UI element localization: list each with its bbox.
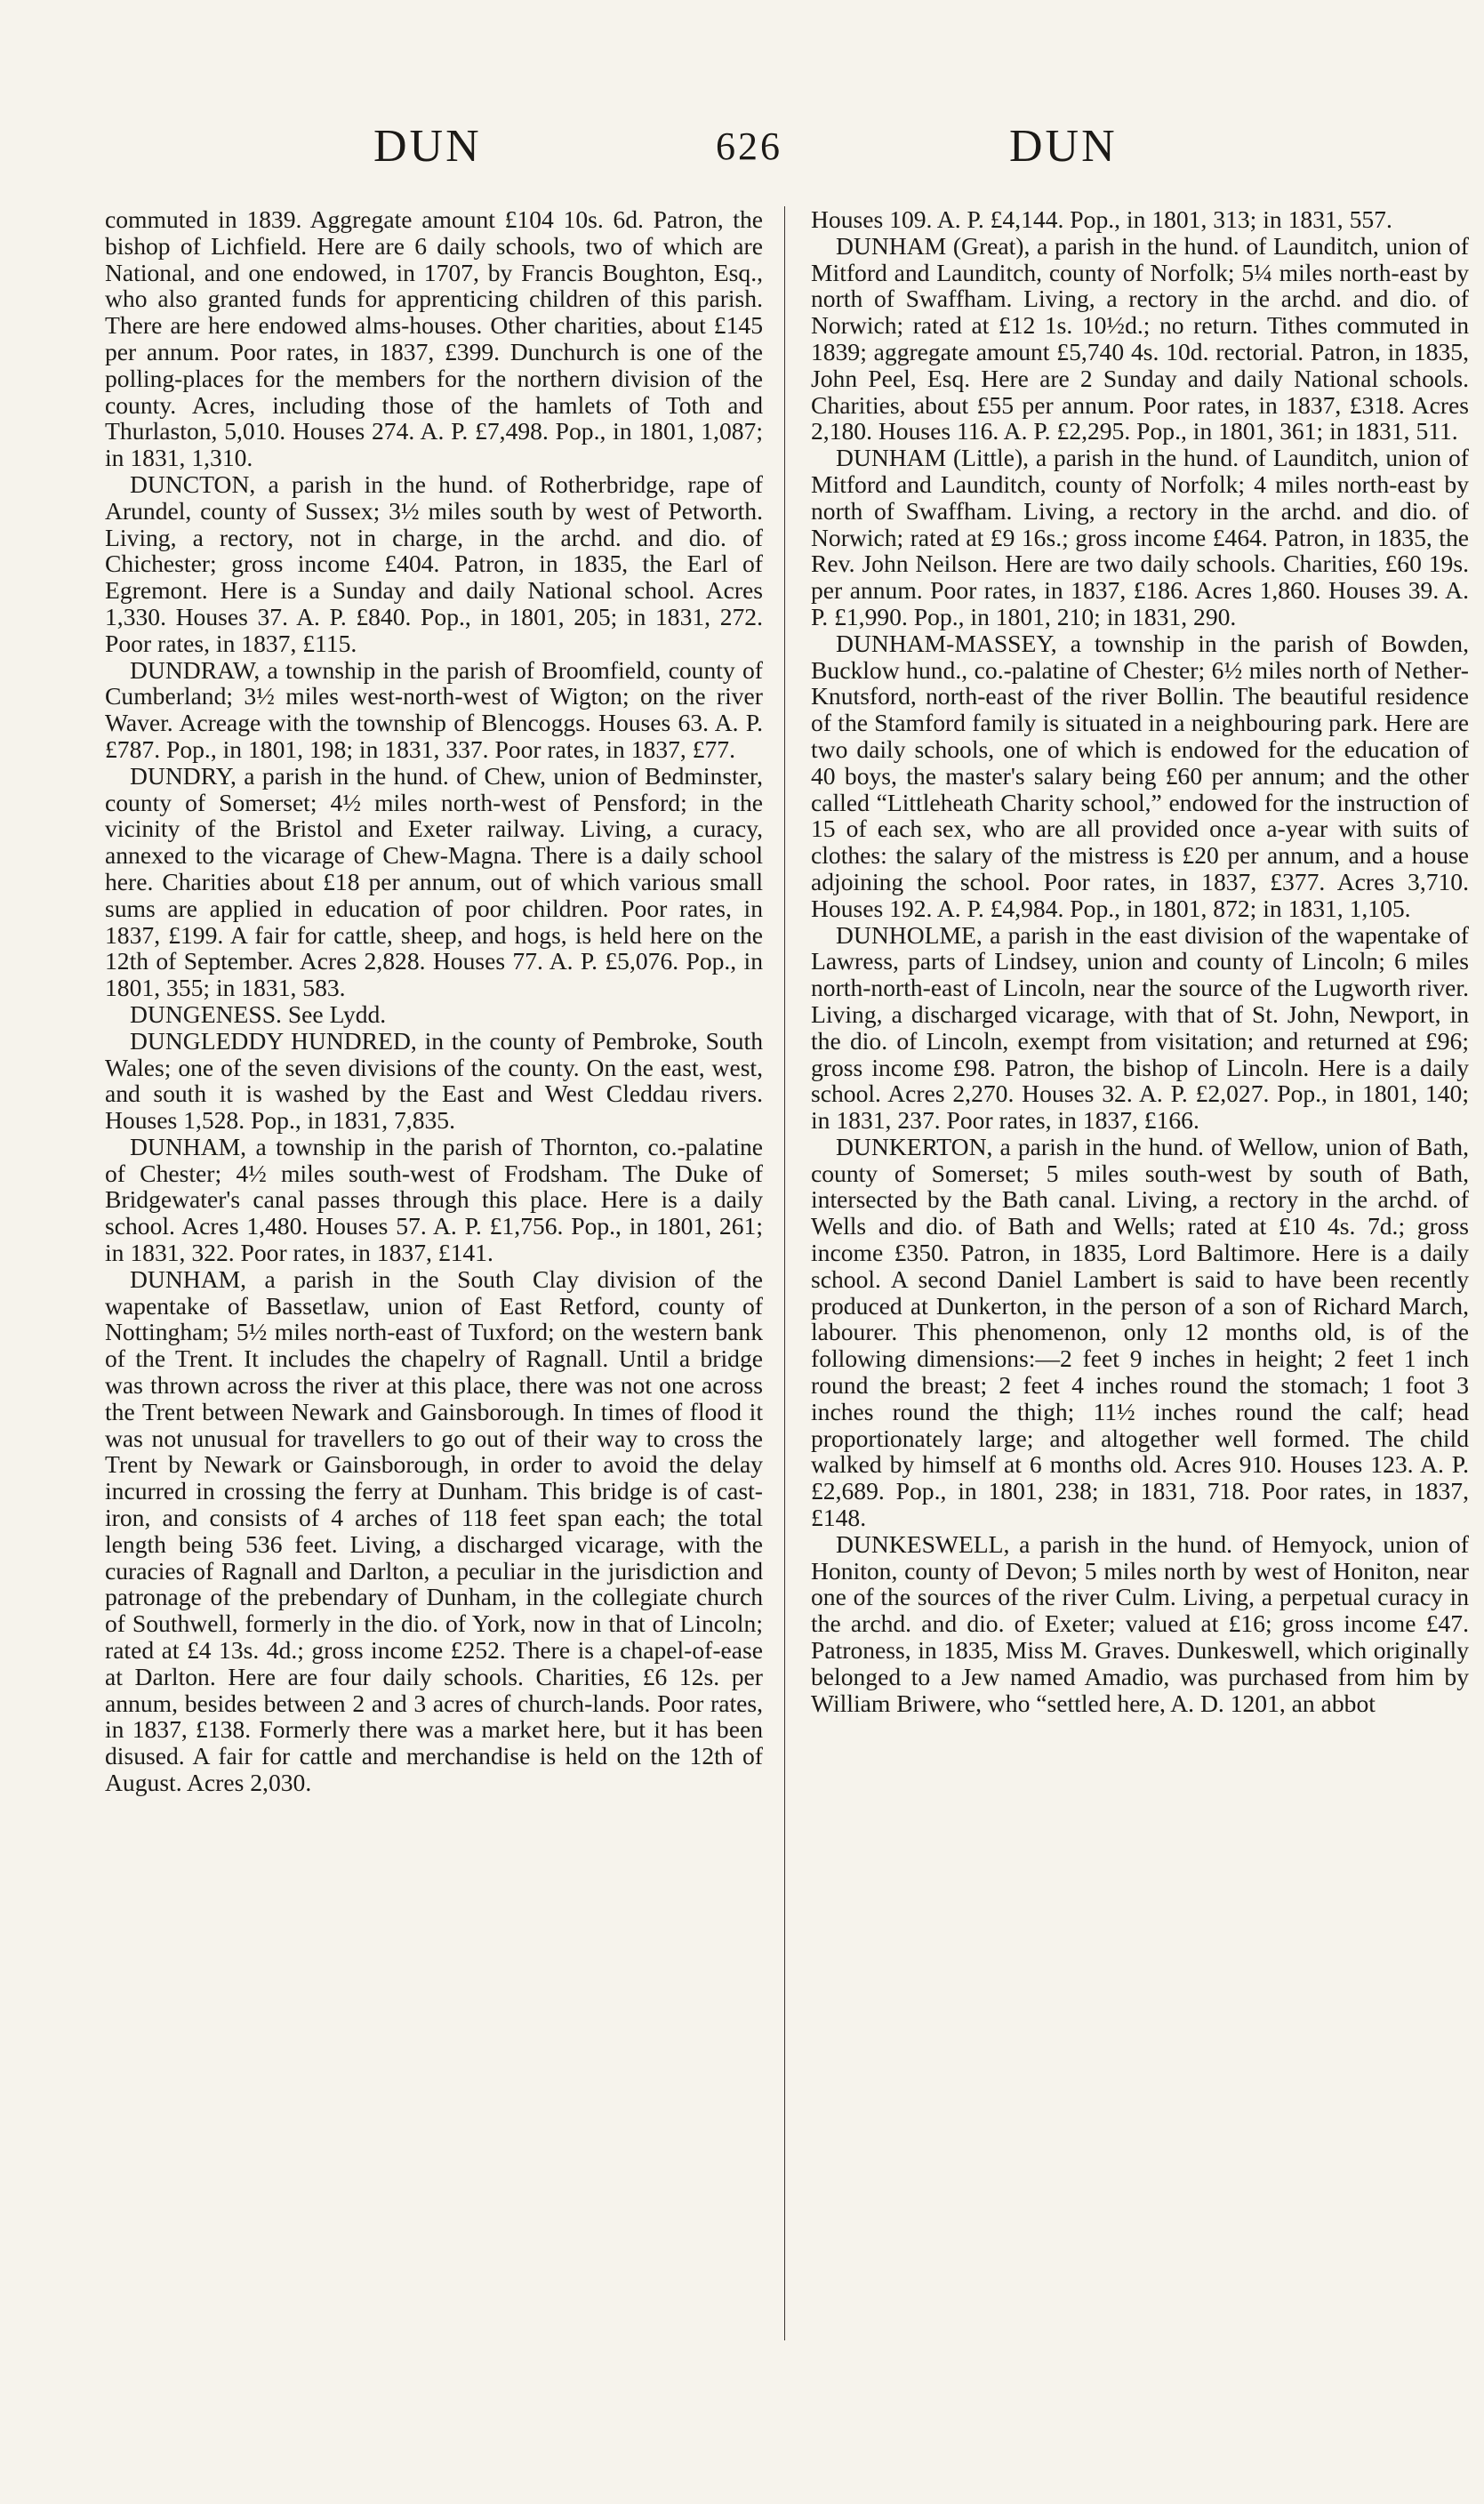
right-column xyxy=(811,206,1469,1716)
entry-paragraph: Houses 109. A. P. £4,144. Pop., in 1801, 313; in 1831, 557. xyxy=(811,205,1392,233)
entry-paragraph: DUNGENESS. See Lydd. xyxy=(130,999,387,1028)
entry-paragraph: DUNDRY, a parish in the hund. of Chew, union of Bedminster, county of Somerset; 4½ miles north-west of Pensford; in the vicinity of the Bristol and Exeter railway. Living, a curacy, annexed to the vicarage of Chew-Magna. There is a daily school here. Charities about £18 per annum, out of which various small sums are applied in education of poor children. Poor rates, in 1837, £199. A fair for cattle, sheep, and hogs, is held here on the 12th of September. Acres 2,828. Houses 77. A. P. £5,076. Pop., in 1801, 355; in 1831, 583. xyxy=(105,761,763,1002)
entry-paragraph: DUNHAM-MASSEY, a township in the parish of Bowden, Bucklow hund., co.-palatine of Chester; 6½ miles north of Nether-Knutsford, north-east of the river Bollin. The beautiful residence of the Stamford family is situated in a neighbouring park. Here are two daily schools, one of which is endowed for the education of 40 boys, the master's salary being £60 per annum; and the other called “Littleheath Charity school,” endowed for the instruction of 15 of each sex, who are all provided once a-year with suits of clothes: the salary of the mistress is £20 per annum, and a house adjoining the school. Poor rates, in 1837, £377. Acres 3,710. Houses 192. A. P. £4,984. Pop., in 1801, 872; in 1831, 1,105. xyxy=(811,629,1469,922)
entry-paragraph: DUNHAM (Great), a parish in the hund. of Launditch, union of Mitford and Launditch, county of Norfolk; 5¼ miles north-east by north of Swaffham. Living, a rectory in the archd. and dio. of Norwich; rated at £12 1s. 10½d.; no return. Tithes commuted in 1839; aggregate amount £5,740 4s. 10d. rectorial. Patron, in 1835, John Peel, Esq. Here are 2 Sunday and daily National schools. Charities, about £55 per annum. Poor rates, in 1837, £318. Acres 2,180. Houses 116. A. P. £2,295. Pop., in 1801, 361; in 1831, 511. xyxy=(811,231,1469,445)
header-left-word: DUN xyxy=(373,121,482,172)
entry-paragraph: DUNKESWELL, a parish in the hund. of Hemyock, union of Honiton, county of Devon; 5 miles north by west of Honiton, near one of the sources of the river Culm. Living, a perpetual curacy in the archd. and dio. of Exeter; valued at £16; gross income £47. Patroness, in 1835, Miss M. Graves. Dunkeswell, which originally belonged to a Jew named Amadio, was purchased from him by William Briwere, who “settled here, A. D. 1201, an abbot xyxy=(811,1529,1469,1717)
entry-paragraph: DUNHAM, a parish in the South Clay division of the wapentake of Bassetlaw, union of East Retford, county of Nottingham; 5½ miles north-east of Tuxford; on the western bank of the Trent. It includes the chapelry of Ragnall. Until a bridge was thrown across the river at this place, there was not one across the Trent between Newark and Gainsborough. In times of flood it was not unusual for travellers to go out of their way to cross the Trent by Newark or Gainsborough, in order to avoid the delay incurred in crossing the ferry at Dunham. This bridge is of cast-iron, and consists of 4 arches of 118 feet span each; the total length being 536 feet. Living, a discharged vicarage, with the curacies of Ragnall and Darlton, a peculiar in the jurisdiction and patronage of the prebendary of Dunham, in the collegiate church of Southwell, formerly in the dio. of York, now in that of Lincoln; rated at £4 13s. 4d.; gross income £252. There is a chapel-of-ease at Darlton. Here are four daily schools. Charities, £6 12s. per annum, besides between 2 and 3 acres of church-lands. Poor rates, in 1837, £138. Formerly there was a market here, but it has been disused. A fair for cattle and merchandise is held on the 12th of August. Acres 2,030. xyxy=(105,1264,763,1797)
left-column xyxy=(105,206,763,1796)
entry-paragraph: DUNGLEDDY HUNDRED, in the county of Pembroke, South Wales; one of the seven divisions of the county. On the east, west, and south it is washed by the East and West Cleddau rivers. Houses 1,528. Pop., in 1831, 7,835. xyxy=(105,1026,763,1135)
entry-paragraph: DUNHAM, a township in the parish of Thornton, co.-palatine of Chester; 4½ miles south-west of Frodsham. The Duke of Bridgewater's canal passes through this place. Here is a daily school. Acres 1,480. Houses 57. A. P. £1,756. Pop., in 1801, 261; in 1831, 322. Poor rates, in 1837, £141. xyxy=(105,1132,763,1267)
column-divider xyxy=(784,206,785,2340)
entry-paragraph: DUNCTON, a parish in the hund. of Rotherbridge, rape of Arundel, county of Sussex; 3½ miles south by west of Petworth. Living, a rectory, not in charge, in the archd. and dio. of Chichester; gross income £404. Patron, in 1835, the Earl of Egremont. Here is a Sunday and daily National school. Acres 1,330. Houses 37. A. P. £840. Pop., in 1801, 205; in 1831, 272. Poor rates, in 1837, £115. xyxy=(105,470,763,657)
entry-paragraph: DUNHOLME, a parish in the east division of the wapentake of Lawress, parts of Lindsey, union and county of Lincoln; 6 miles north-north-east of Lincoln, near the source of the Lugworth river. Living, a discharged vicarage, with that of St. John, Newport, in the dio. of Lincoln, exempt from visitation; and returned at £96; gross income £98. Patron, the bishop of Lincoln. Here is a daily school. Acres 2,270. Houses 32. A. P. £2,027. Pop., in 1801, 140; in 1831, 237. Poor rates, in 1837, £166. xyxy=(811,920,1469,1135)
entry-paragraph: commuted in 1839. Aggregate amount £104 10s. 6d. Patron, the bishop of Lichfield. Here are 6 daily schools, two of which are National, and one endowed, in 1707, by Francis Boughton, Esq., who also granted funds for apprenticing children of this parish. There are here endowed alms-houses. Other charities, about £145 per annum. Poor rates, in 1837, £399. Dunchurch is one of the polling-places for the members for the northern division of the county. Acres, including those of the hamlets of Toth and Thurlaston, 5,010. Houses 274. A. P. £7,498. Pop., in 1801, 1,087; in 1831, 1,310. xyxy=(105,205,763,472)
running-header xyxy=(0,116,1484,178)
page-number: 626 xyxy=(716,124,782,168)
entry-paragraph: DUNKERTON, a parish in the hund. of Wellow, union of Bath, county of Somerset; 5 miles south-west by south of Bath, intersected by the Bath canal. Living, a rectory in the archd. of Wells and dio. of Bath and Wells; rated at £10 4s. 7d.; gross income £350. Patron, in 1835, Lord Baltimore. Here is a daily school. A second Daniel Lambert is said to have been recently produced at Dunkerton, in the person of a son of Richard March, labourer. This phenomenon, only 12 months old, is of the following dimensions:—2 feet 9 inches in height; 2 feet 1 inch round the breast; 2 feet 4 inches round the stomach; 1 foot 3 inches round the thigh; 11½ inches round the calf; head proportionately large; and altogether well formed. The child walked by himself at 6 months old. Acres 910. Houses 123. A. P. £2,689. Pop., in 1801, 238; in 1831, 718. Poor rates, in 1837, £148. xyxy=(811,1132,1469,1532)
entry-paragraph: DUNHAM (Little), a parish in the hund. of Launditch, union of Mitford and Launditch, county of Norfolk; 4 miles north-east by north of Swaffham. Living, a rectory in the archd. and dio. of Norwich; rated at £9 16s.; gross income £464. Patron, in 1835, the Rev. John Neilson. Here are two daily schools. Charities, £60 19s. per annum. Poor rates, in 1837, £186. Acres 1,860. Houses 39. A. P. £1,990. Pop., in 1801, 210; in 1831, 290. xyxy=(811,444,1469,630)
header-right-word: DUN xyxy=(1009,121,1118,172)
entry-paragraph: DUNDRAW, a township in the parish of Broomfield, county of Cumberland; 3½ miles west-north-west of Wigton; on the river Waver. Acreage with the township of Blencoggs. Houses 63. A. P. £787. Pop., in 1801, 198; in 1831, 337. Poor rates, in 1837, £77. xyxy=(105,655,763,763)
